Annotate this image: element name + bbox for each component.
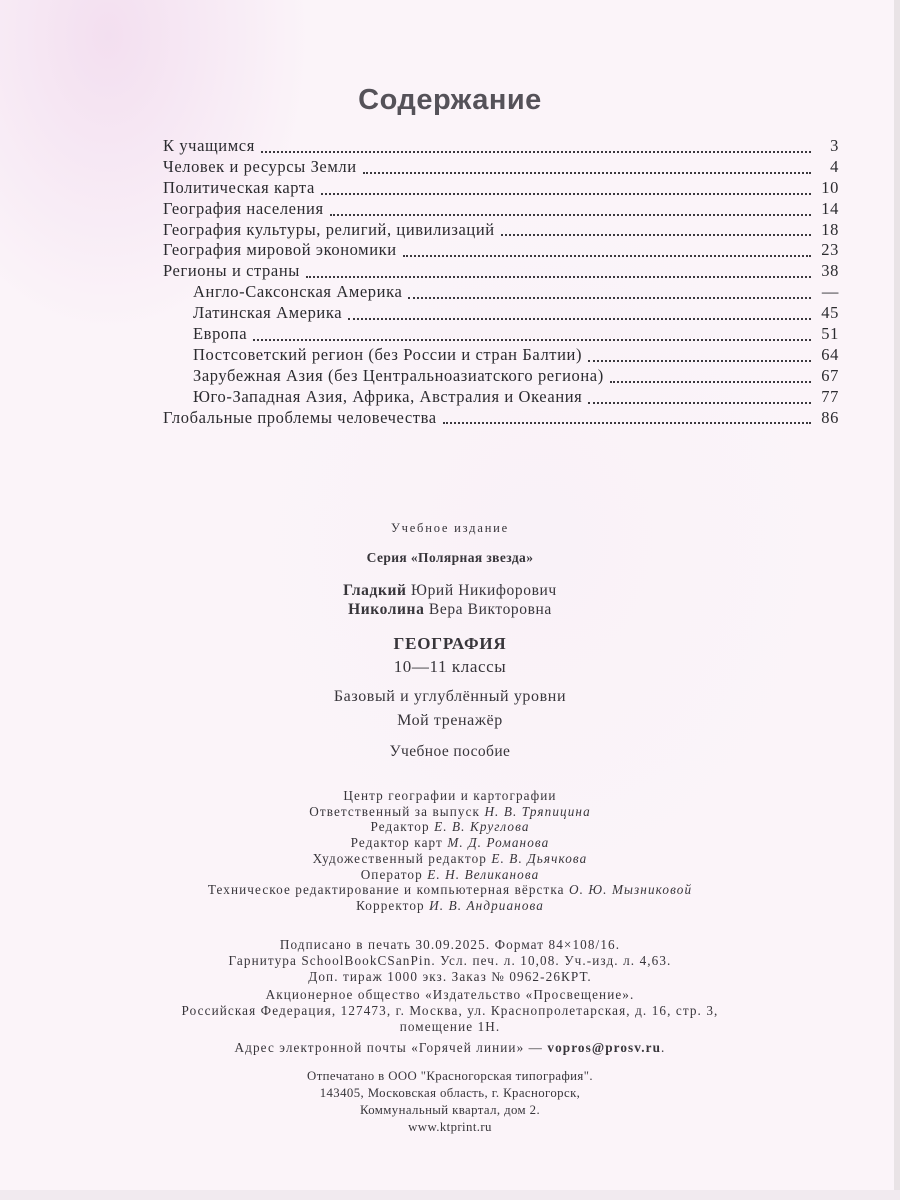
toc-leader-dots: [261, 150, 811, 153]
toc-entry-page: 4: [830, 156, 839, 176]
book-subtitle: Мой тренажёр: [397, 712, 503, 729]
staff-role: Редактор: [370, 819, 435, 835]
email-address: vopros@prosv.ru: [547, 1040, 662, 1055]
staff-name: М. Д. Романова: [447, 835, 550, 851]
print-info-line: Гарнитура SchoolBookCSanPin. Усл. печ. л. 10,08. Уч.-изд. л. 4,63.: [228, 952, 672, 968]
staff-line: [0, 819, 900, 835]
toc-entry: [163, 199, 839, 220]
toc-subentry: [163, 303, 839, 324]
publisher-info: [0, 987, 900, 1034]
staff-role: Редактор карт: [350, 835, 448, 851]
toc-entry-label: Постсоветский регион (без России и стран Балтии): [193, 344, 583, 364]
toc-subentry: [163, 387, 839, 408]
toc-entry: [163, 261, 839, 282]
toc-entry-label: Латинская Америка: [193, 303, 343, 323]
toc-leader-dots: [321, 192, 811, 195]
toc-leader-dots: [306, 275, 811, 278]
toc-entry: [163, 178, 839, 199]
toc-subentry: [163, 366, 839, 387]
author-surname: Гладкий: [343, 582, 407, 599]
toc-entry-page: 14: [821, 198, 839, 218]
email-label: Адрес электронной почты «Горячей линии» —: [234, 1040, 548, 1055]
toc-leader-dots: [253, 338, 811, 341]
toc-entry-label: География мировой экономики: [163, 240, 397, 260]
book-grades: 10—11 классы: [393, 657, 507, 676]
toc-leader-dots: [330, 213, 811, 216]
toc-entry-label: Зарубежная Азия (без Центральноазиатского региона): [193, 365, 604, 385]
authors: [0, 581, 900, 619]
toc-entry-label: К учащимся: [163, 136, 255, 155]
toc-leader-dots: [443, 421, 811, 424]
staff-name: Е. В. Дьячкова: [491, 850, 588, 866]
staff-name: Е. В. Круглова: [434, 819, 530, 835]
toc-entry-page: 10: [821, 177, 839, 197]
toc-entry: [163, 136, 839, 157]
printer-line: 143405, Московская область, г. Красногорск,: [319, 1086, 581, 1100]
staff-name: Н. В. Тряпицина: [484, 803, 591, 819]
toc-leader-dots: [348, 317, 811, 320]
toc-entry-page: —: [821, 282, 839, 302]
toc-entry-page: 45: [821, 303, 839, 323]
toc-entry-label: Юго-Западная Азия, Африка, Австралия и Океания: [193, 386, 583, 406]
toc-entry-page: 3: [830, 136, 839, 155]
printer-line: Отпечатано в ООО "Красногорская типография".: [307, 1069, 593, 1083]
toc-subentry: [163, 282, 839, 303]
staff-line: [0, 804, 900, 820]
toc-subentry: [163, 324, 839, 345]
toc-entry-page: 51: [821, 324, 839, 344]
toc-title: Содержание: [358, 84, 542, 116]
print-info-line: Подписано в печать 30.09.2025. Формат 84×108/16.: [279, 937, 621, 952]
page-edge-bottom: [0, 1190, 900, 1200]
edition-type: Учебное издание: [390, 521, 510, 535]
author-surname: Николина: [348, 601, 425, 618]
book-level: Базовый и углублённый уровни: [333, 688, 567, 705]
toc-leader-dots: [403, 254, 811, 257]
toc-entry-page: 64: [821, 344, 839, 364]
staff-name: О. Ю. Мызниковой: [569, 882, 693, 898]
book-type: Учебное пособие: [389, 743, 511, 760]
toc-entry-label: География культуры, религий, цивилизаций: [163, 219, 495, 239]
staff-line: [0, 867, 900, 883]
series-name: Серия «Полярная звезда»: [366, 550, 534, 565]
toc-entry-page: 23: [821, 240, 839, 260]
staff-role: Оператор: [360, 866, 428, 882]
staff-line: [0, 835, 900, 851]
table-of-contents: [163, 136, 839, 428]
staff-role: Техническое редактирование и компьютерная вёрстка: [207, 882, 570, 898]
toc-entry-label: Политическая карта: [163, 177, 315, 197]
toc-subentry: [163, 345, 839, 366]
publisher-line: Акционерное общество «Издательство «Просвещение».: [265, 987, 635, 1002]
toc-entry-label: Европа: [193, 324, 248, 344]
staff-name: И. В. Андрианова: [429, 897, 544, 913]
staff-line: [0, 898, 900, 914]
toc-entry-label: Глобальные проблемы человечества: [163, 407, 437, 427]
toc-entry-label: Регионы и страны: [163, 261, 300, 281]
printer-url: www.ktprint.ru: [408, 1120, 492, 1134]
toc-entry-page: 67: [821, 365, 839, 385]
toc-entry-label: Англо-Саксонская Америка: [193, 282, 403, 302]
toc-entry-page: 77: [821, 386, 839, 406]
toc-entry: [163, 408, 839, 429]
toc-entry-label: География населения: [163, 198, 324, 218]
author-line: [0, 600, 900, 619]
book-title: ГЕОГРАФИЯ: [393, 634, 507, 653]
toc-entry-label: Человек и ресурсы Земли: [163, 156, 357, 176]
author-given-name: Юрий Никифорович: [406, 582, 557, 599]
staff-role: Корректор: [356, 897, 430, 913]
publisher-line: помещение 1Н.: [399, 1018, 501, 1034]
printer-line: Коммунальный квартал, дом 2.: [359, 1103, 541, 1117]
editorial-staff: [0, 788, 900, 914]
staff-role: Художественный редактор: [312, 850, 492, 866]
toc-leader-dots: [610, 380, 811, 383]
hotline-email: [0, 1040, 900, 1056]
toc-entry: [163, 157, 839, 178]
toc-leader-dots: [363, 171, 811, 174]
print-info: [0, 937, 900, 984]
email-end: .: [661, 1040, 666, 1055]
toc-leader-dots: [408, 296, 811, 299]
toc-entry-page: 18: [821, 219, 839, 239]
printer-info: [0, 1068, 900, 1136]
print-info-line: Доп. тираж 1000 экз. Заказ № 0962-26КРТ.: [308, 968, 592, 984]
staff-line: [0, 882, 900, 898]
toc-entry: [163, 240, 839, 261]
editorial-center: Центр географии и картографии: [343, 788, 557, 803]
author-line: [0, 581, 900, 600]
toc-entry-page: 86: [821, 407, 839, 427]
toc-entry-page: 38: [821, 261, 839, 281]
toc-leader-dots: [501, 233, 811, 236]
toc-leader-dots: [588, 401, 811, 404]
staff-line: [0, 851, 900, 867]
author-given-name: Вера Викторовна: [424, 601, 552, 618]
publisher-line: Российская Федерация, 127473, г. Москва, ул. Краснопролетарская, д. 16, стр. 3,: [181, 1002, 719, 1018]
toc-leader-dots: [588, 359, 811, 362]
staff-role: Ответственный за выпуск: [309, 803, 485, 819]
toc-entry: [163, 220, 839, 241]
staff-name: Е. Н. Великанова: [427, 866, 540, 882]
